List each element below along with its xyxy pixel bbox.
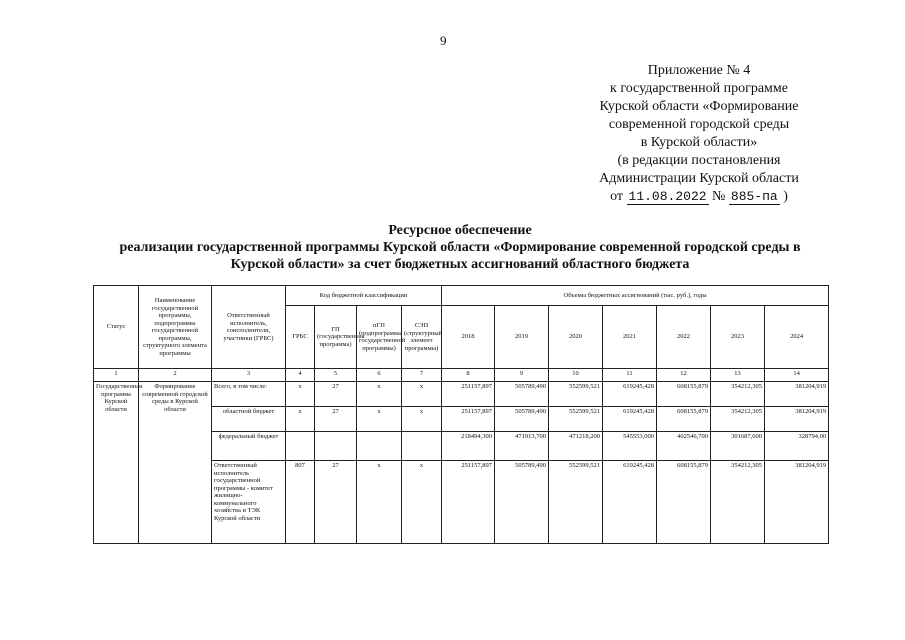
appendix-line-5: в Курской области» bbox=[640, 135, 758, 150]
pgp-cell: х bbox=[357, 407, 402, 432]
grbs-cell: х bbox=[286, 382, 315, 407]
column-number: 11 bbox=[603, 369, 657, 382]
program-name-cell: Формирование современной городской среды в Курской области bbox=[139, 382, 212, 544]
resource-table bbox=[93, 285, 829, 544]
value-cell-2019: 471913,700 bbox=[495, 432, 549, 461]
value-cell-2021: 619245,428 bbox=[603, 382, 657, 407]
value-cell-2020: 552599,521 bbox=[549, 461, 603, 544]
header-year-2022: 2022 bbox=[657, 306, 711, 369]
value-cell-2021: 619245,428 bbox=[603, 461, 657, 544]
column-number-row bbox=[94, 369, 829, 382]
value-cell-2019: 505789,490 bbox=[495, 461, 549, 544]
header-name: Наименование государственной программы, подпрограммы государственной программы, структурного элемента программы bbox=[139, 286, 212, 369]
value-cell-2019: 505789,490 bbox=[495, 407, 549, 432]
header-pgp: пГП (подпрограмма государственной программы) bbox=[357, 306, 402, 369]
value-cell-2023: 301687,600 bbox=[711, 432, 765, 461]
resolution-date: 11.08.2022 bbox=[628, 189, 707, 204]
header-grbs: ГРБС bbox=[286, 306, 315, 369]
value-cell-2019: 505789,490 bbox=[495, 382, 549, 407]
grbs-cell: х bbox=[286, 407, 315, 432]
gp-cell: 27 bbox=[315, 407, 357, 432]
appendix-header bbox=[572, 62, 826, 206]
value-cell-2024: 381204,919 bbox=[765, 407, 829, 432]
column-number: 2 bbox=[139, 369, 212, 382]
column-number: 3 bbox=[212, 369, 286, 382]
document-title bbox=[60, 222, 860, 273]
header-executor: Ответственный исполнитель, соисполнители, участники (ГРБС) bbox=[212, 286, 286, 369]
executor-cell: Ответственный исполнитель государственной программы - комитет жилищно-коммунального хозяйства и ТЭК Курской области bbox=[212, 461, 286, 544]
appendix-line-4: современной городской среды bbox=[608, 117, 790, 132]
header-year-2024: 2024 bbox=[765, 306, 829, 369]
value-cell-2020: 471218,200 bbox=[549, 432, 603, 461]
value-cell-2022: 608155,879 bbox=[657, 382, 711, 407]
header-year-2023: 2023 bbox=[711, 306, 765, 369]
column-number: 1 bbox=[94, 369, 139, 382]
number-sign: № bbox=[712, 189, 726, 204]
column-number: 5 bbox=[315, 369, 357, 382]
header-status: Статус bbox=[94, 286, 139, 369]
column-number: 4 bbox=[286, 369, 315, 382]
value-cell-2018: 218494,300 bbox=[442, 432, 495, 461]
appendix-date-line bbox=[572, 188, 826, 206]
column-number: 7 bbox=[402, 369, 442, 382]
resource-table-wrapper bbox=[93, 285, 829, 544]
column-number: 8 bbox=[442, 369, 495, 382]
header-gp: ГП (государственная программа) bbox=[315, 306, 357, 369]
resolution-number: 885-па bbox=[730, 189, 778, 204]
executor-cell: Всего, в том числе: bbox=[212, 382, 286, 407]
header-year-2021: 2021 bbox=[603, 306, 657, 369]
gp-cell: 27 bbox=[315, 461, 357, 544]
value-cell-2020: 552599,521 bbox=[549, 407, 603, 432]
value-cell-2022: 402546,700 bbox=[657, 432, 711, 461]
sep-cell: х bbox=[402, 461, 442, 544]
title-line-3: Курской области» за счет бюджетных ассигнований областного бюджета bbox=[230, 257, 690, 272]
value-cell-2024: 381204,919 bbox=[765, 382, 829, 407]
column-number: 9 bbox=[495, 369, 549, 382]
value-cell-2022: 608155,879 bbox=[657, 407, 711, 432]
date-closing: ) bbox=[783, 189, 788, 204]
header-year-2020: 2020 bbox=[549, 306, 603, 369]
header-budget-code: Код бюджетной классификации bbox=[286, 286, 442, 306]
page-number: 9 bbox=[440, 33, 447, 48]
gp-cell: 27 bbox=[315, 382, 357, 407]
gp-cell bbox=[315, 432, 357, 461]
value-cell-2018: 251157,897 bbox=[442, 407, 495, 432]
appendix-line-1: Приложение № 4 bbox=[647, 63, 751, 78]
executor-cell: федеральный бюджет bbox=[212, 432, 286, 461]
title-line-1: Ресурсное обеспечение bbox=[388, 223, 532, 238]
status-cell: Государственная программа Курской области bbox=[94, 382, 139, 544]
appendix-line-6: (в редакции постановления bbox=[617, 153, 781, 168]
grbs-cell bbox=[286, 432, 315, 461]
value-cell-2018: 251157,897 bbox=[442, 461, 495, 544]
table-row bbox=[94, 382, 829, 407]
header-sep: СЭП (структурный элемент программы) bbox=[402, 306, 442, 369]
grbs-cell: 807 bbox=[286, 461, 315, 544]
value-cell-2023: 354212,305 bbox=[711, 382, 765, 407]
column-number: 6 bbox=[357, 369, 402, 382]
header-year-2018: 2018 bbox=[442, 306, 495, 369]
column-number: 14 bbox=[765, 369, 829, 382]
sep-cell: х bbox=[402, 382, 442, 407]
header-volumes: Объемы бюджетных ассигнований (тыс. руб.), годы bbox=[442, 286, 829, 306]
appendix-line-7: Администрации Курской области bbox=[599, 171, 799, 186]
column-number: 13 bbox=[711, 369, 765, 382]
value-cell-2023: 354212,305 bbox=[711, 461, 765, 544]
pgp-cell bbox=[357, 432, 402, 461]
table-header-row-1 bbox=[94, 286, 829, 306]
value-cell-2021: 545553,000 bbox=[603, 432, 657, 461]
title-line-2: реализации государственной программы Курской области «Формирование современной городской среды в bbox=[119, 240, 801, 255]
value-cell-2018: 251157,897 bbox=[442, 382, 495, 407]
sep-cell bbox=[402, 432, 442, 461]
pgp-cell: х bbox=[357, 461, 402, 544]
value-cell-2020: 552599,521 bbox=[549, 382, 603, 407]
value-cell-2024: 381204,919 bbox=[765, 461, 829, 544]
appendix-line-2: к государственной программе bbox=[610, 81, 788, 96]
executor-cell: областной бюджет bbox=[212, 407, 286, 432]
value-cell-2022: 608155,879 bbox=[657, 461, 711, 544]
pgp-cell: х bbox=[357, 382, 402, 407]
column-number: 12 bbox=[657, 369, 711, 382]
appendix-line-3: Курской области «Формирование bbox=[599, 99, 799, 114]
value-cell-2021: 619245,428 bbox=[603, 407, 657, 432]
sep-cell: х bbox=[402, 407, 442, 432]
value-cell-2023: 354212,305 bbox=[711, 407, 765, 432]
column-number: 10 bbox=[549, 369, 603, 382]
value-cell-2024: 328794,00 bbox=[765, 432, 829, 461]
date-prefix: от bbox=[610, 189, 624, 204]
header-year-2019: 2019 bbox=[495, 306, 549, 369]
